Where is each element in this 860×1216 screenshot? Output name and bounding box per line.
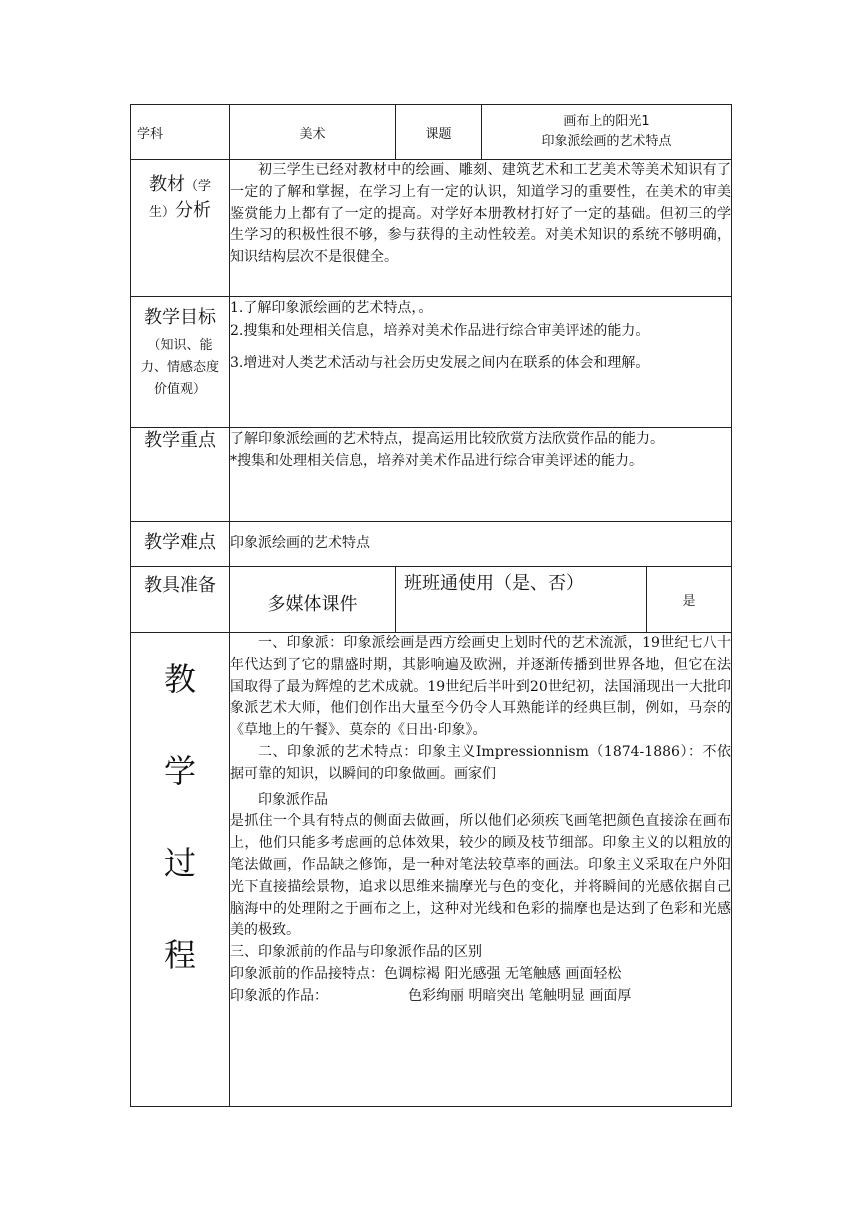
goals-row — [131, 297, 732, 428]
process-label: 教 学 过 程 — [131, 633, 230, 1107]
topic-value — [482, 105, 732, 160]
analysis-row — [131, 160, 732, 297]
key-points-text — [230, 428, 732, 522]
topic-line-2: 印象派绘画的艺术特点 — [541, 134, 672, 149]
goal-item-1: 1.了解印象派绘画的艺术特点，。 — [230, 300, 433, 316]
process-para-5: 三、印象派前的作品与印象派作品的区别 — [230, 944, 482, 961]
process-para-7: 印象派的作品： 色彩绚丽 明暗突出 笔触明显 画面厚 — [230, 987, 632, 1004]
tools-label: 教具准备 — [131, 567, 230, 633]
goal-item-3: 3.增进对人类艺术活动与社会历史发展之间内在联系的体会和理解。 — [230, 355, 650, 371]
key-points-label: 教学重点 — [131, 428, 230, 522]
topic-line-1: 画布上的阳光1 — [563, 114, 650, 129]
tools-value: 多媒体课件 — [230, 567, 396, 633]
key-point-1: 了解印象派绘画的艺术特点，提高运用比较欣赏方法欣赏作品的能力。 — [230, 431, 664, 447]
goals-label: 教学目标 （知识、能力、情感态度价值观） — [131, 297, 230, 428]
analysis-text: 初三学生已经对教材中的绘画、雕刻、建筑艺术和工艺美术等美术知识有了一定的了解和掌握，在学习上有一定的认识，知道学习的重要性，在美术的审美鉴赏能力上都有了一定的提高。对学好本册教材打好了一定的基础。但初三的学生学习的积极性很不够，参与获得的主动性较差。对美术知识的系统不够明确，知识结构层次不是很健全。 — [230, 160, 732, 297]
process-text — [230, 633, 732, 1107]
process-para-6: 印象派前的作品接特点：色调棕褐 阳光感强 无笔触感 画面轻松 — [230, 965, 622, 982]
goal-item-2: 2.搜集和处理相关信息，培养对美术作品进行综合审美评述的能力。 — [230, 323, 650, 339]
difficulty-text: 印象派绘画的艺术特点 — [230, 522, 732, 567]
process-para-4: 是抓住一个具有特点的侧面去做画，所以他们必须疾飞画笔把颜色直接涂在画布上，他们只能多考虑画的总体效果，较少的顾及枝节细部。印象主义的以粗放的笔法做画，作品缺之修饰，是一种对笔法较草率的画法。印象主义采取在户外阳光下直接描绘景物，追求以思维来揣摩光与色的变化，并将瞬间的光感依据自己脑海中的处理附之于画布之上，这种对光线和色彩的揣摩也是达到了色彩和光感美的极致。 — [230, 813, 732, 939]
difficulty-row — [131, 522, 732, 567]
process-para-2: 二、印象派的艺术特点：印象主义Impressionnism（1874-1886）：不依据可靠的知识，以瞬间的印象做画。画家们 — [230, 743, 732, 782]
analysis-label: 教材（学 生）分析 — [131, 160, 230, 297]
key-points-row — [131, 428, 732, 522]
process-row — [131, 633, 732, 1107]
board-label: 班班通使用（是、否） — [396, 567, 647, 633]
goals-list — [230, 297, 732, 428]
lesson-plan-table — [130, 104, 732, 1107]
process-para-1: 一、印象派：印象派绘画是西方绘画史上划时代的艺术流派，19世纪七八十年代达到了它的鼎盛时期，其影响遍及欧洲，并逐渐传播到世界各地，但它在法国取得了最为辉煌的艺术成就。19世纪后半叶到20世纪初，法国涌现出一大批印象派艺术大师，他们创作出大量至今仍令人耳熟能详的经典巨制，例如，马奈的《草地上的午餐》、莫奈的《日出·印象》。 — [230, 635, 732, 739]
process-para-3: 印象派作品 — [258, 791, 328, 808]
subject-label: 学科 — [131, 105, 230, 160]
board-value: 是 — [647, 567, 732, 633]
key-point-2: *搜集和处理相关信息，培养对美术作品进行综合审美评述的能力。 — [230, 453, 643, 469]
header-row — [131, 105, 732, 160]
topic-label: 课题 — [396, 105, 482, 160]
difficulty-label: 教学难点 — [131, 522, 230, 567]
tools-row — [131, 567, 732, 633]
subject-value: 美术 — [230, 105, 396, 160]
